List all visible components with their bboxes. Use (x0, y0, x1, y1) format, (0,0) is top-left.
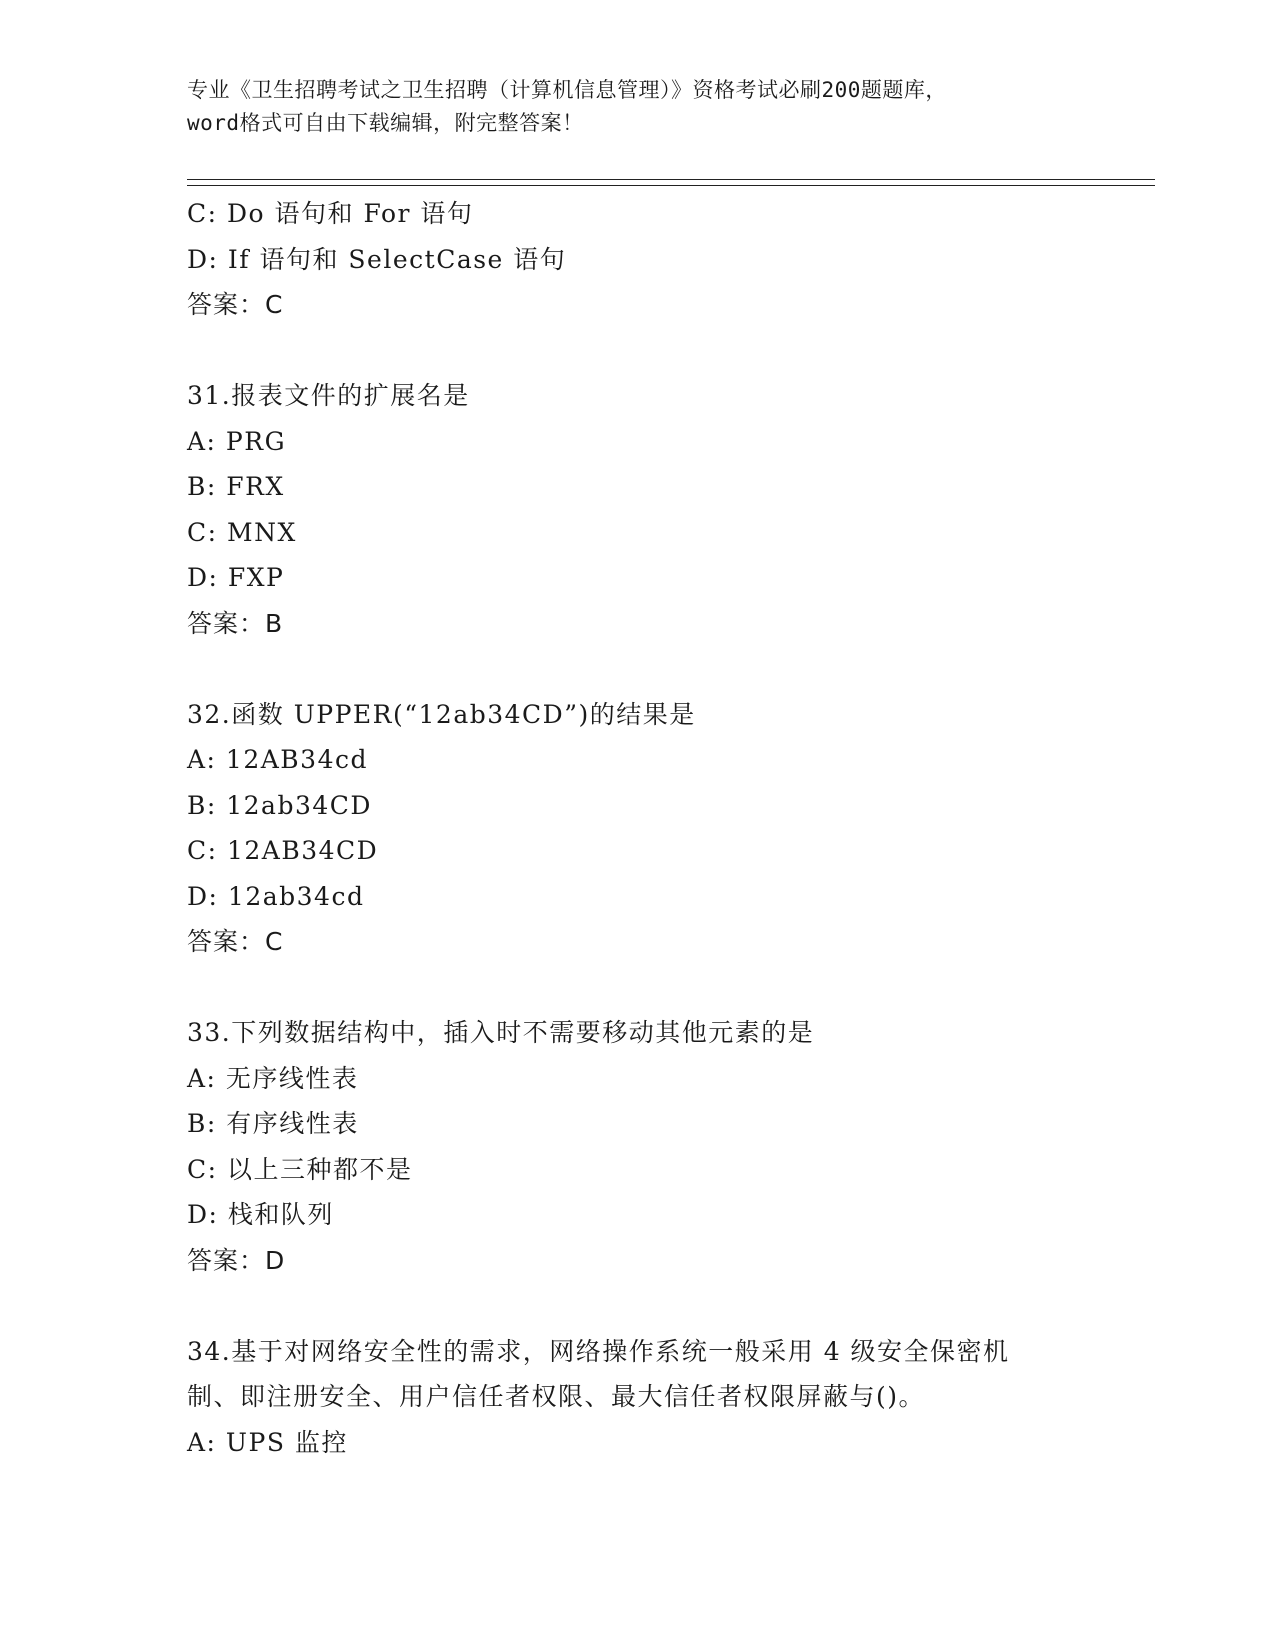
header-line-1: 专业《卫生招聘考试之卫生招聘（计算机信息管理）》资格考试必刷200题题库， (187, 78, 947, 102)
option-d: D: 栈和队列 (187, 1200, 334, 1229)
header-divider-top (187, 179, 1155, 180)
question-32 (187, 692, 1107, 965)
option-d: D: If 语句和 SelectCase 语句 (187, 244, 567, 274)
answer: 答案：C (187, 927, 284, 956)
answer: 答案：D (187, 1245, 286, 1275)
header-divider-bottom (187, 185, 1155, 186)
document-header (187, 74, 1087, 140)
question-34 (187, 1329, 1107, 1466)
option-a: A: PRG (187, 426, 287, 456)
option-c: C: 12AB34CD (187, 836, 379, 865)
question-stem-line-1: 34.基于对网络安全性的需求，网络操作系统一般采用 4 级安全保密机 (187, 1336, 1010, 1366)
question-30 (187, 191, 1107, 328)
spacer (187, 328, 1107, 374)
spacer (187, 965, 1107, 1011)
header-line-2: word格式可自由下载编辑，附完整答案！ (187, 111, 584, 135)
answer: 答案：C (187, 290, 284, 319)
spacer (187, 646, 1107, 692)
option-a: A: 无序线性表 (187, 1063, 359, 1093)
answer: 答案：B (187, 608, 284, 638)
question-33 (187, 1010, 1107, 1283)
option-a: A: UPS 监控 (187, 1427, 348, 1457)
spacer (187, 1283, 1107, 1329)
question-stem: 31.报表文件的扩展名是 (187, 381, 470, 410)
option-b: B: 12ab34CD (187, 790, 372, 820)
question-stem: 33.下列数据结构中，插入时不需要移动其他元素的是 (187, 1018, 815, 1047)
option-b: B: 有序线性表 (187, 1109, 359, 1138)
option-a: A: 12AB34cd (187, 745, 368, 774)
option-c: C: 以上三种都不是 (187, 1154, 413, 1184)
option-c: C: Do 语句和 For 语句 (187, 199, 474, 228)
question-stem-line-2: 制、即注册安全、用户信任者权限、最大信任者权限屏蔽与()。 (187, 1382, 926, 1411)
option-b: B: FRX (187, 472, 285, 501)
question-stem: 32.函数 UPPER(“12ab34CD”)的结果是 (187, 699, 696, 729)
option-d: D: FXP (187, 563, 285, 592)
option-c: C: MNX (187, 517, 297, 547)
option-d: D: 12ab34cd (187, 881, 365, 911)
question-list (187, 191, 1107, 1465)
question-31 (187, 373, 1107, 646)
